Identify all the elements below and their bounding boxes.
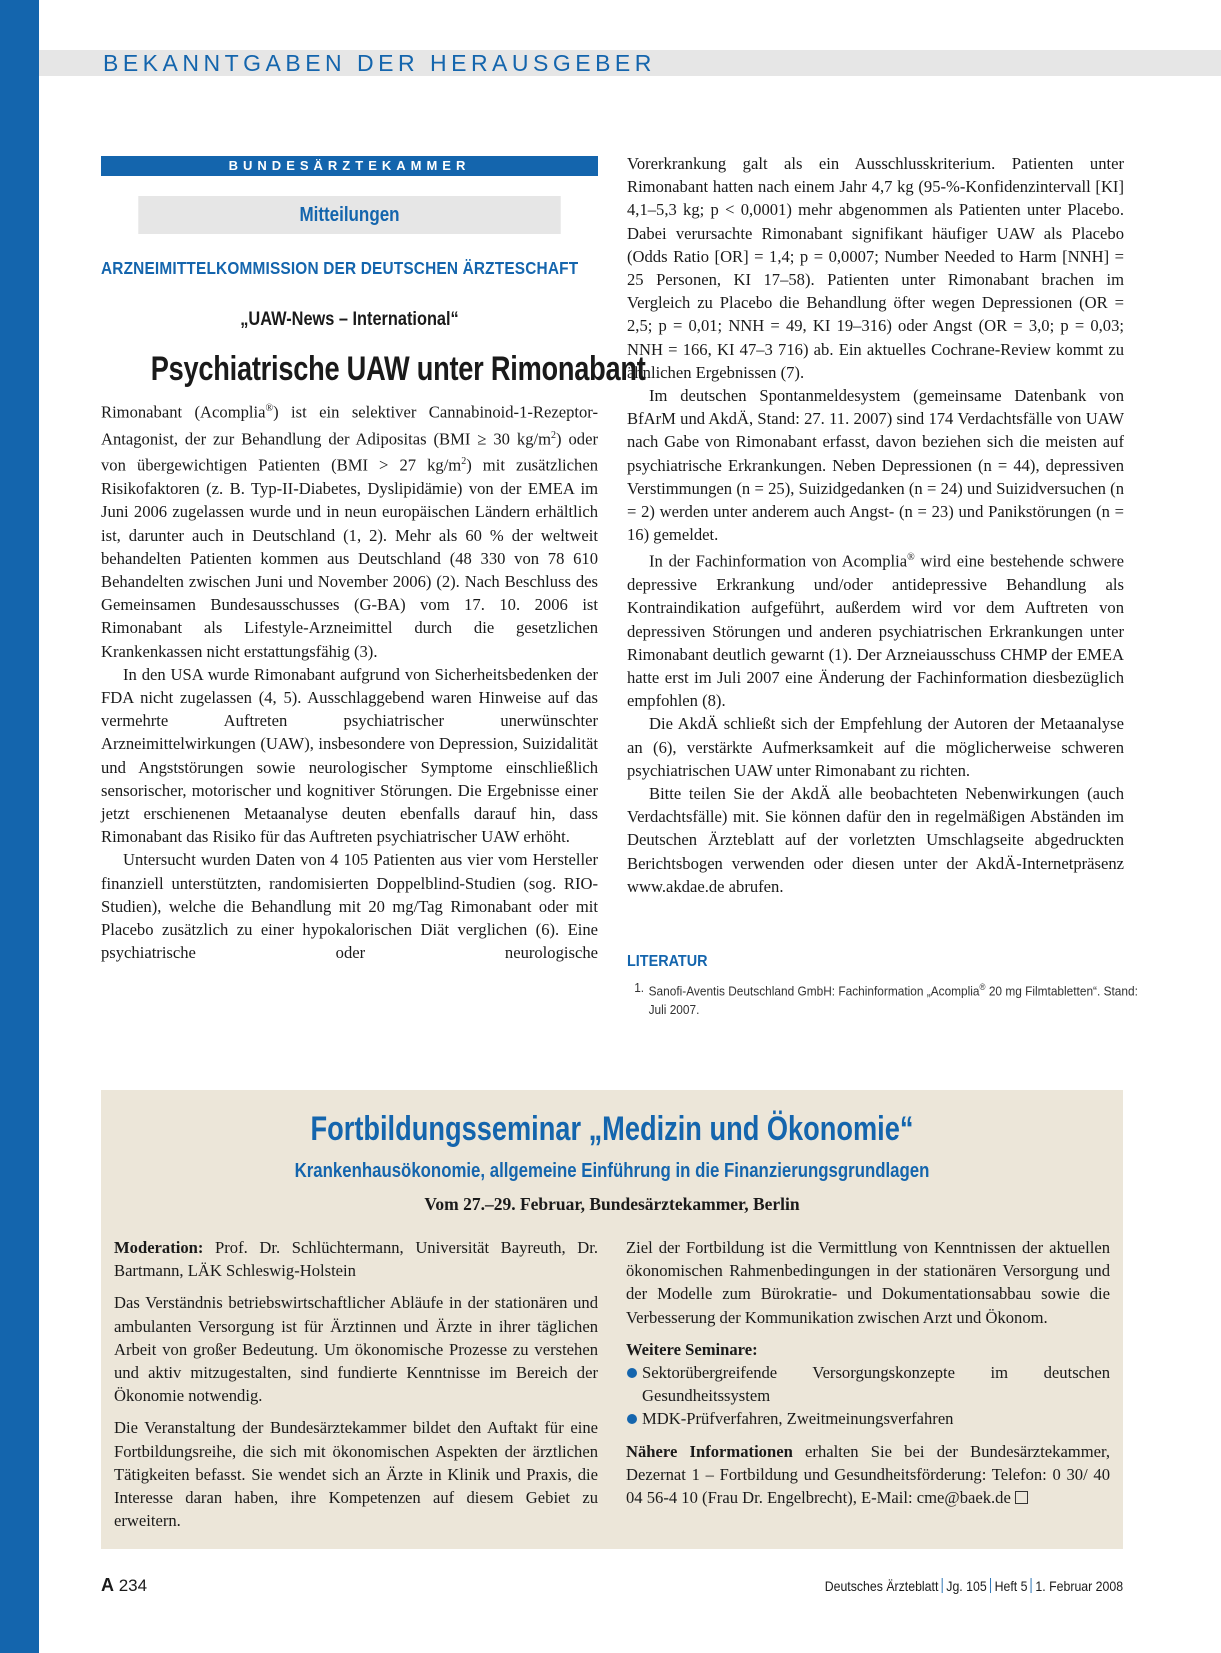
divider — [1031, 1578, 1032, 1593]
superscript: ® — [979, 982, 986, 992]
text-span: Sanofi-Aventis Deutschland GmbH: Fachinformation „Acomplia — [648, 983, 980, 999]
literature-heading: LITERATUR — [627, 953, 708, 970]
article-organization: ARZNEIMITTELKOMMISSION DER DEUTSCHEN ÄRZTESCHAFT — [101, 258, 579, 278]
moderation-label: Moderation: — [114, 1238, 204, 1257]
paragraph — [626, 1440, 1110, 1510]
journal-footer — [825, 1578, 1123, 1594]
text-span: wird eine bestehende schwere depressive Erkrankung und/oder antidepressive Behandlung als Kontraindikation aufgeführt, außerdem wird vor dem Auftreten von depressiven Störungen und anderen psychiatrischen Erkrankungen unter Rimonabant deutlich gewarnt (1). Der Arzneiausschuss CHMP der EMEA hatte erst im Juli 2007 eine Änderung der Fachinformation diesbezüglich empfohlen (8). — [627, 551, 1124, 711]
paragraph: In den USA wurde Rimonabant aufgrund von Sicherheitsbedenken der FDA nicht zugelassen (4, 5). Ausschlaggebend waren Hinweise auf das vermehrte Auftreten psychiatrischer unerwünschter Arzneimittelwirkungen (UAW), insbesondere von Depression, Suizidalität und Angststörungen sowie neurologischer Symptome einschließlich sensorischer, motorischer und kognitiver Störungen. Die Ergebnisse einer jetzt erschienenen Metaanalyse deuten ebenfalls darauf hin, dass Rimonabant das Risiko für das Auftreten psychiatrischer UAW erhöht. — [101, 664, 598, 847]
page-number — [101, 1575, 147, 1596]
paragraph — [114, 1236, 598, 1282]
journal-date: 1. Februar 2008 — [1035, 1578, 1123, 1594]
paragraph: Bitte teilen Sie der AkdÄ alle beobachteten Nebenwirkungen (auch Verdachtsfälle) mit. Sie können dafür den in regelmäßigen Abständen im Deutschen Ärzteblatt auf der vorletzten Umschlagseite abgedruckten Berichtsbogen verwenden oder diesen unter der AkdÄ-Internetpräsenz www.akdae.de abrufen. — [627, 784, 1124, 896]
more-seminars-label — [626, 1338, 1110, 1361]
divider — [942, 1578, 943, 1593]
article-kicker: BUNDESÄRZTEKAMMER — [101, 156, 598, 176]
section-header: BEKANNTGABEN DER HERAUSGEBER — [103, 50, 656, 76]
seminar-date: Vom 27.–29. Februar, Bundesärztekammer, Berlin — [424, 1194, 800, 1214]
paragraph: Ziel der Fortbildung ist die Vermittlung von Kenntnissen der aktuellen ökonomischen Rahmenbedingungen in der stationären Versorgung und der Modelle zum Bürokratie- und Dokumentationsabbau sowie die Verbesserung der Kommunikation zwischen Arzt und Ökonom. — [626, 1238, 1110, 1327]
paragraph: Die AkdÄ schließt sich der Empfehlung der Autoren der Metaanalyse an (6), verstärkte Aufmerksamkeit auf die möglicherweise schweren psychiatrischen UAW unter Rimonabant zu richten. — [627, 714, 1124, 780]
section-header-band — [39, 50, 1221, 76]
end-square-icon — [1015, 1491, 1028, 1504]
literature-item — [627, 978, 1144, 1019]
article-title: Psychiatrische UAW unter Rimonabant — [150, 350, 646, 388]
paragraph: Im deutschen Spontanmeldesystem (gemeinsame Datenbank von BfArM und AkdÄ, Stand: 27. 11. 2007) sind 174 Verdachtsfälle von UAW nach Gabe von Rimonabant erfasst, davon beziehen sich die meisten auf psychiatrische Erkrankungen. Neben Depressionen (n = 44), depressiven Verstimmungen (n = 25), Suizidgedanken (n = 24) und Suizidversuchen (n = 2) werden unter anderem auch Angst- (n = 23) und Panikstörungen (n = 16) gemeldet. — [627, 386, 1124, 545]
text-span: Prof. Dr. Schlüchtermann, Universität Bayreuth, Dr. Bartmann, LÄK Schleswig-Holstein — [114, 1238, 598, 1281]
info-label: Nähere Informationen — [626, 1441, 793, 1461]
paragraph — [101, 397, 598, 663]
text-span: ) mit zusätzlichen Risikofaktoren (z. B. Typ-II-Diabetes, Dyslipidämie) von der EMEA im Juni 2006 zugelassen wurde und in neun europäischen Ländern erhältlich ist, darunter auch in Deutschland (1, 2). Mehr als 60 % der weltweit behandelten Patienten kommen aus Deutschland (48 330 von 78 610 Behandelten zwischen Juni und November 2006) (2). Nach Beschluss des Gemeinsamen Bundesausschusses (G-BA) vom 17. 10. 2006 ist Rimonabant als Lifestyle-Arzneimittel durch die gesetzlichen Krankenkassen nicht erstattungsfähig (3). — [101, 456, 598, 661]
list-item: Sektorübergreifende Versorgungskonzepte im deutschen Gesundheitssystem — [626, 1361, 1110, 1407]
literature-list — [627, 978, 1138, 1019]
journal-issue: Heft 5 — [994, 1578, 1028, 1594]
seminar-box — [101, 1090, 1123, 1549]
paragraph: Untersucht wurden Daten von 4 105 Patienten aus vier vom Hersteller finanziell unterstützten, randomisierten Doppelblind-Studien (sog. RIO-Studien), welche die Behandlung mit 20 mg/Tag Rimonabant oder mit Placebo zusätzlich zu einer hypokalorischen Diät verglichen (6). Eine psychiatrische oder neurologische — [101, 850, 598, 963]
article-category: Mitteilungen — [138, 196, 560, 234]
text-span: 20 mg Filmtabletten“. Stand: Juli 2007. — [648, 983, 1138, 1018]
journal-volume: Jg. 105 — [946, 1578, 987, 1594]
article-subtitle: „UAW-News – International“ — [240, 309, 459, 330]
text-span: 234 — [114, 1576, 148, 1595]
seminar-title: Fortbildungsseminar „Medizin und Ökonomie“ — [310, 1110, 914, 1148]
superscript: 2 — [551, 429, 557, 441]
paragraph: Das Verständnis betriebswirtschaftlicher Abläufe in der stationären und ambulanten Versorgung ist für Ärztinnen und Ärzte in ihrer täglichen Arbeit von großer Bedeutung. Um ökonomische Prozesse zu verstehen und aktiv mitzugestalten, sind fundierte Kenntnisse im Bereich der Ökonomie notwendig. — [114, 1293, 598, 1406]
superscript: 2 — [461, 456, 467, 468]
article-column-right — [627, 152, 1124, 898]
superscript: ® — [907, 552, 915, 564]
text-span: Weitere Seminare: — [626, 1339, 758, 1359]
page-prefix: A — [101, 1575, 114, 1595]
seminar-column-right — [626, 1236, 1110, 1518]
paragraph — [627, 546, 1124, 712]
text-span: Rimonabant (Acomplia — [101, 402, 266, 422]
literature-number: 1. — [634, 980, 645, 995]
article-column-left — [101, 397, 598, 964]
divider — [990, 1578, 991, 1593]
list-item: MDK-Prüfverfahren, Zweitmeinungsverfahren — [626, 1407, 1110, 1430]
text-span: In der Fachinformation von Acomplia — [649, 551, 908, 571]
journal-name: Deutsches Ärzteblatt — [824, 1578, 939, 1594]
text-span: ) ist ein selektiver Cannabinoid-1-Rezeptor-Antagonist, der zur Behandlung der Adipositas (BMI ≥ 30 kg/m — [101, 402, 598, 449]
seminar-subtitle: Krankenhausökonomie, allgemeine Einführung in die Finanzierungsgrundlagen — [294, 1160, 930, 1182]
paragraph: Die Veranstaltung der Bundesärztekammer bildet den Auftakt für eine Fortbildungsreihe, die sich mit ökonomischen Aspekten der ärztlichen Tätigkeiten befasst. Sie wendet sich an Ärzte in Klinik und Praxis, die Interesse daran haben, ihre Kompetenzen auf diesem Gebiet zu erweitern. — [114, 1418, 598, 1531]
seminar-column-left — [114, 1236, 598, 1541]
superscript: ® — [265, 403, 274, 414]
text-span: ) oder von übergewichtigen Patienten (BMI > 27 kg/m — [101, 429, 598, 475]
paragraph: Vorerkrankung galt als ein Ausschlusskriterium. Patienten unter Rimonabant hatten nach einem Jahr 4,7 kg (95-%-Konfidenzintervall [KI] 4,1–5,3 kg; p < 0,0001) mehr abgenommen als Patienten unter Placebo. Dabei verursachte Rimonabant signifikant häufiger UAW als Placebo (Odds Ratio [OR] = 1,4; p = 0,0007; Number Needed to Harm [NNH] = 25 Personen, KI 17–58). Patienten unter Rimonabant brachen im Vergleich zu Placebo die Behandlung öfter wegen Depressionen (OR = 2,5; p = 0,01; NNH = 49, KI 19–316) oder Angst (OR = 3,0; p = 0,03; NNH = 166, KI 47–3 716) ab. Ein aktuelles Cochrane-Review kommt zu ähnlichen Ergebnissen (7). — [627, 154, 1124, 382]
text-span: erhalten Sie bei der Bundesärztekammer, Dezernat 1 – Fortbildung und Gesundheitsförderung: Telefon: 0 30/ 40 04 56-4 10 (Frau Dr. Engelbrecht), E-Mail: cme@baek.de — [626, 1441, 1110, 1508]
left-color-bar — [0, 0, 39, 1653]
